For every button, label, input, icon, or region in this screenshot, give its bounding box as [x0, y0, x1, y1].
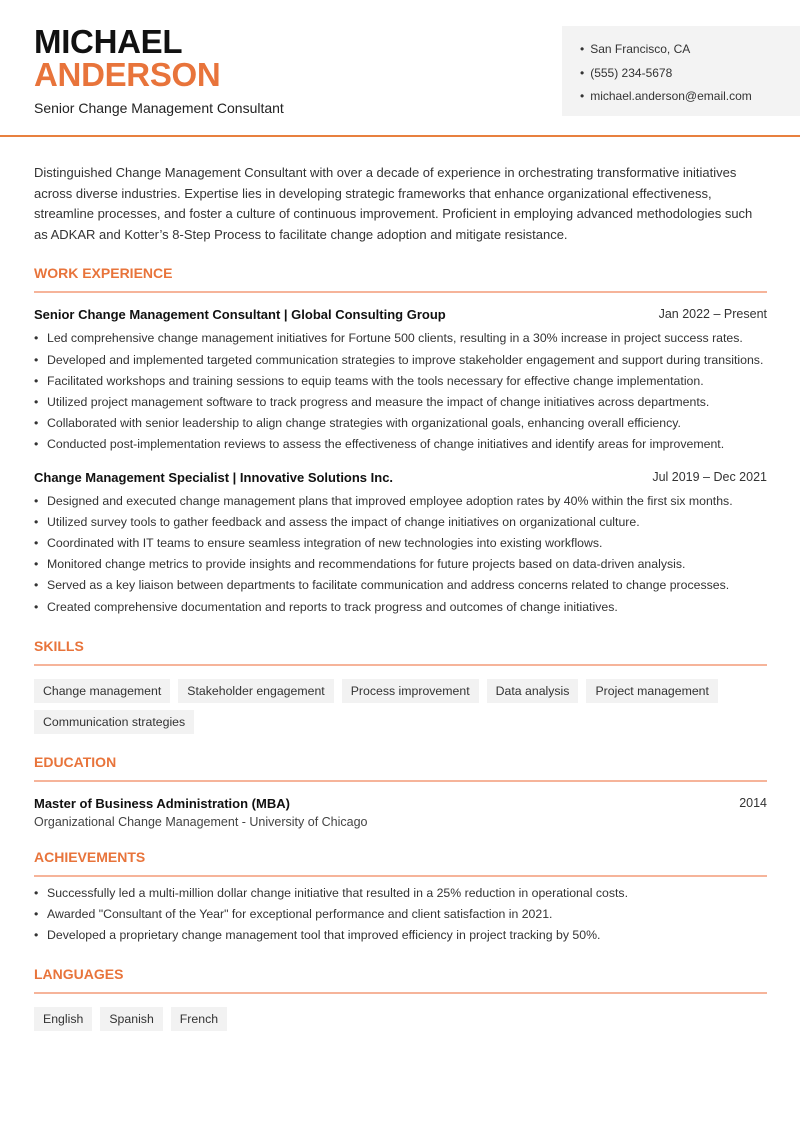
list-item: • Created comprehensive documentation and reports to track progress and outcomes of change initiatives. — [34, 597, 767, 618]
summary: Distinguished Change Management Consultant with over a decade of experience in orchestrating transformative initiatives across diverse industries. Expertise lies in developing strategic frameworks that enhance organizational effectiveness, streamline processes, and foster a culture of continuous improvement. Proficient in employing advanced methodologies such as ADKAR and Kotter’s 8-Step Process to facilitate change adoption and mitigate resistance. — [34, 165, 753, 242]
job-dates: Jan 2022 – Present — [658, 307, 767, 322]
list-item: • Designed and executed change management plans that improved employee adoption rates by 40% within the first six months. — [34, 491, 767, 512]
skills-list — [34, 679, 767, 734]
section-title-work: WORK EXPERIENCE — [34, 265, 767, 293]
language-tag: Spanish — [100, 1007, 162, 1031]
resume-header — [0, 0, 800, 137]
section-title-achievements: ACHIEVEMENTS — [34, 849, 767, 877]
education-detail: Organizational Change Management - University of Chicago — [34, 814, 368, 829]
list-item: • Conducted post-implementation reviews to assess the effectiveness of change initiatives and identify areas for improvement. — [34, 434, 767, 455]
list-item: • Awarded "Consultant of the Year" for exceptional performance and client satisfaction in 2021. — [34, 904, 767, 925]
job-position: Senior Change Management Consultant | Global Consulting Group — [34, 307, 446, 323]
job-header — [34, 307, 767, 322]
list-item: • Facilitated workshops and training sessions to equip teams with the tools necessary for effective change implementation. — [34, 371, 767, 392]
skill-tag: Data analysis — [487, 679, 579, 703]
achievements-list — [34, 883, 767, 947]
contact-location: • San Francisco, CA — [580, 38, 800, 62]
list-item: • Collaborated with senior leadership to align change strategies with organizational goals, enhancing overall efficiency. — [34, 413, 767, 434]
skill-tag: Project management — [586, 679, 717, 703]
section-title-skills: SKILLS — [34, 638, 767, 666]
list-item: • Coordinated with IT teams to ensure seamless integration of new technologies into existing workflows. — [34, 533, 767, 554]
job-position: Change Management Specialist | Innovative Solutions Inc. — [34, 469, 394, 485]
list-item: • Developed a proprietary change management tool that improved efficiency in project tracking by 50%. — [34, 925, 767, 946]
job-bullets — [34, 328, 767, 455]
list-item: • Utilized survey tools to gather feedback and assess the impact of change initiatives on organizational culture. — [34, 512, 767, 533]
languages-list — [34, 1007, 767, 1031]
first-name: MICHAEL — [34, 23, 183, 60]
contact-phone: • (555) 234-5678 — [580, 62, 800, 86]
list-item: • Developed and implemented targeted communication strategies to improve stakeholder engagement and support during transitions. — [34, 350, 767, 371]
skill-tag: Stakeholder engagement — [178, 679, 333, 703]
language-tag: English — [34, 1007, 92, 1031]
last-name: ANDERSON — [34, 56, 221, 93]
job-bullets — [34, 491, 767, 618]
list-item: • Successfully led a multi-million dollar change initiative that resulted in a 25% reduction in operational costs. — [34, 883, 767, 904]
education-year: 2014 — [739, 795, 767, 810]
list-item: • Served as a key liaison between departments to facilitate communication and address concerns related to change processes. — [34, 575, 767, 596]
education-entry — [34, 796, 767, 811]
list-item: • Led comprehensive change management initiatives for Fortune 500 clients, resulting in a 30% increase in project success rates. — [34, 328, 767, 349]
list-item: • Monitored change metrics to provide insights and recommendations for future projects based on data-driven analysis. — [34, 554, 767, 575]
section-title-languages: LANGUAGES — [34, 966, 767, 994]
list-item: • Utilized project management software to track progress and measure the impact of change initiatives across departments. — [34, 392, 767, 413]
skill-tag: Change management — [34, 679, 170, 703]
degree: Master of Business Administration (MBA) — [34, 795, 290, 811]
skill-tag: Communication strategies — [34, 710, 194, 734]
contact-box — [562, 26, 800, 116]
section-title-education: EDUCATION — [34, 754, 767, 782]
job-title: Senior Change Management Consultant — [34, 100, 284, 116]
job-dates: Jul 2019 – Dec 2021 — [652, 469, 767, 484]
language-tag: French — [171, 1007, 227, 1031]
contact-email: • michael.anderson@email.com — [580, 85, 800, 109]
skill-tag: Process improvement — [342, 679, 479, 703]
job-header — [34, 470, 767, 485]
